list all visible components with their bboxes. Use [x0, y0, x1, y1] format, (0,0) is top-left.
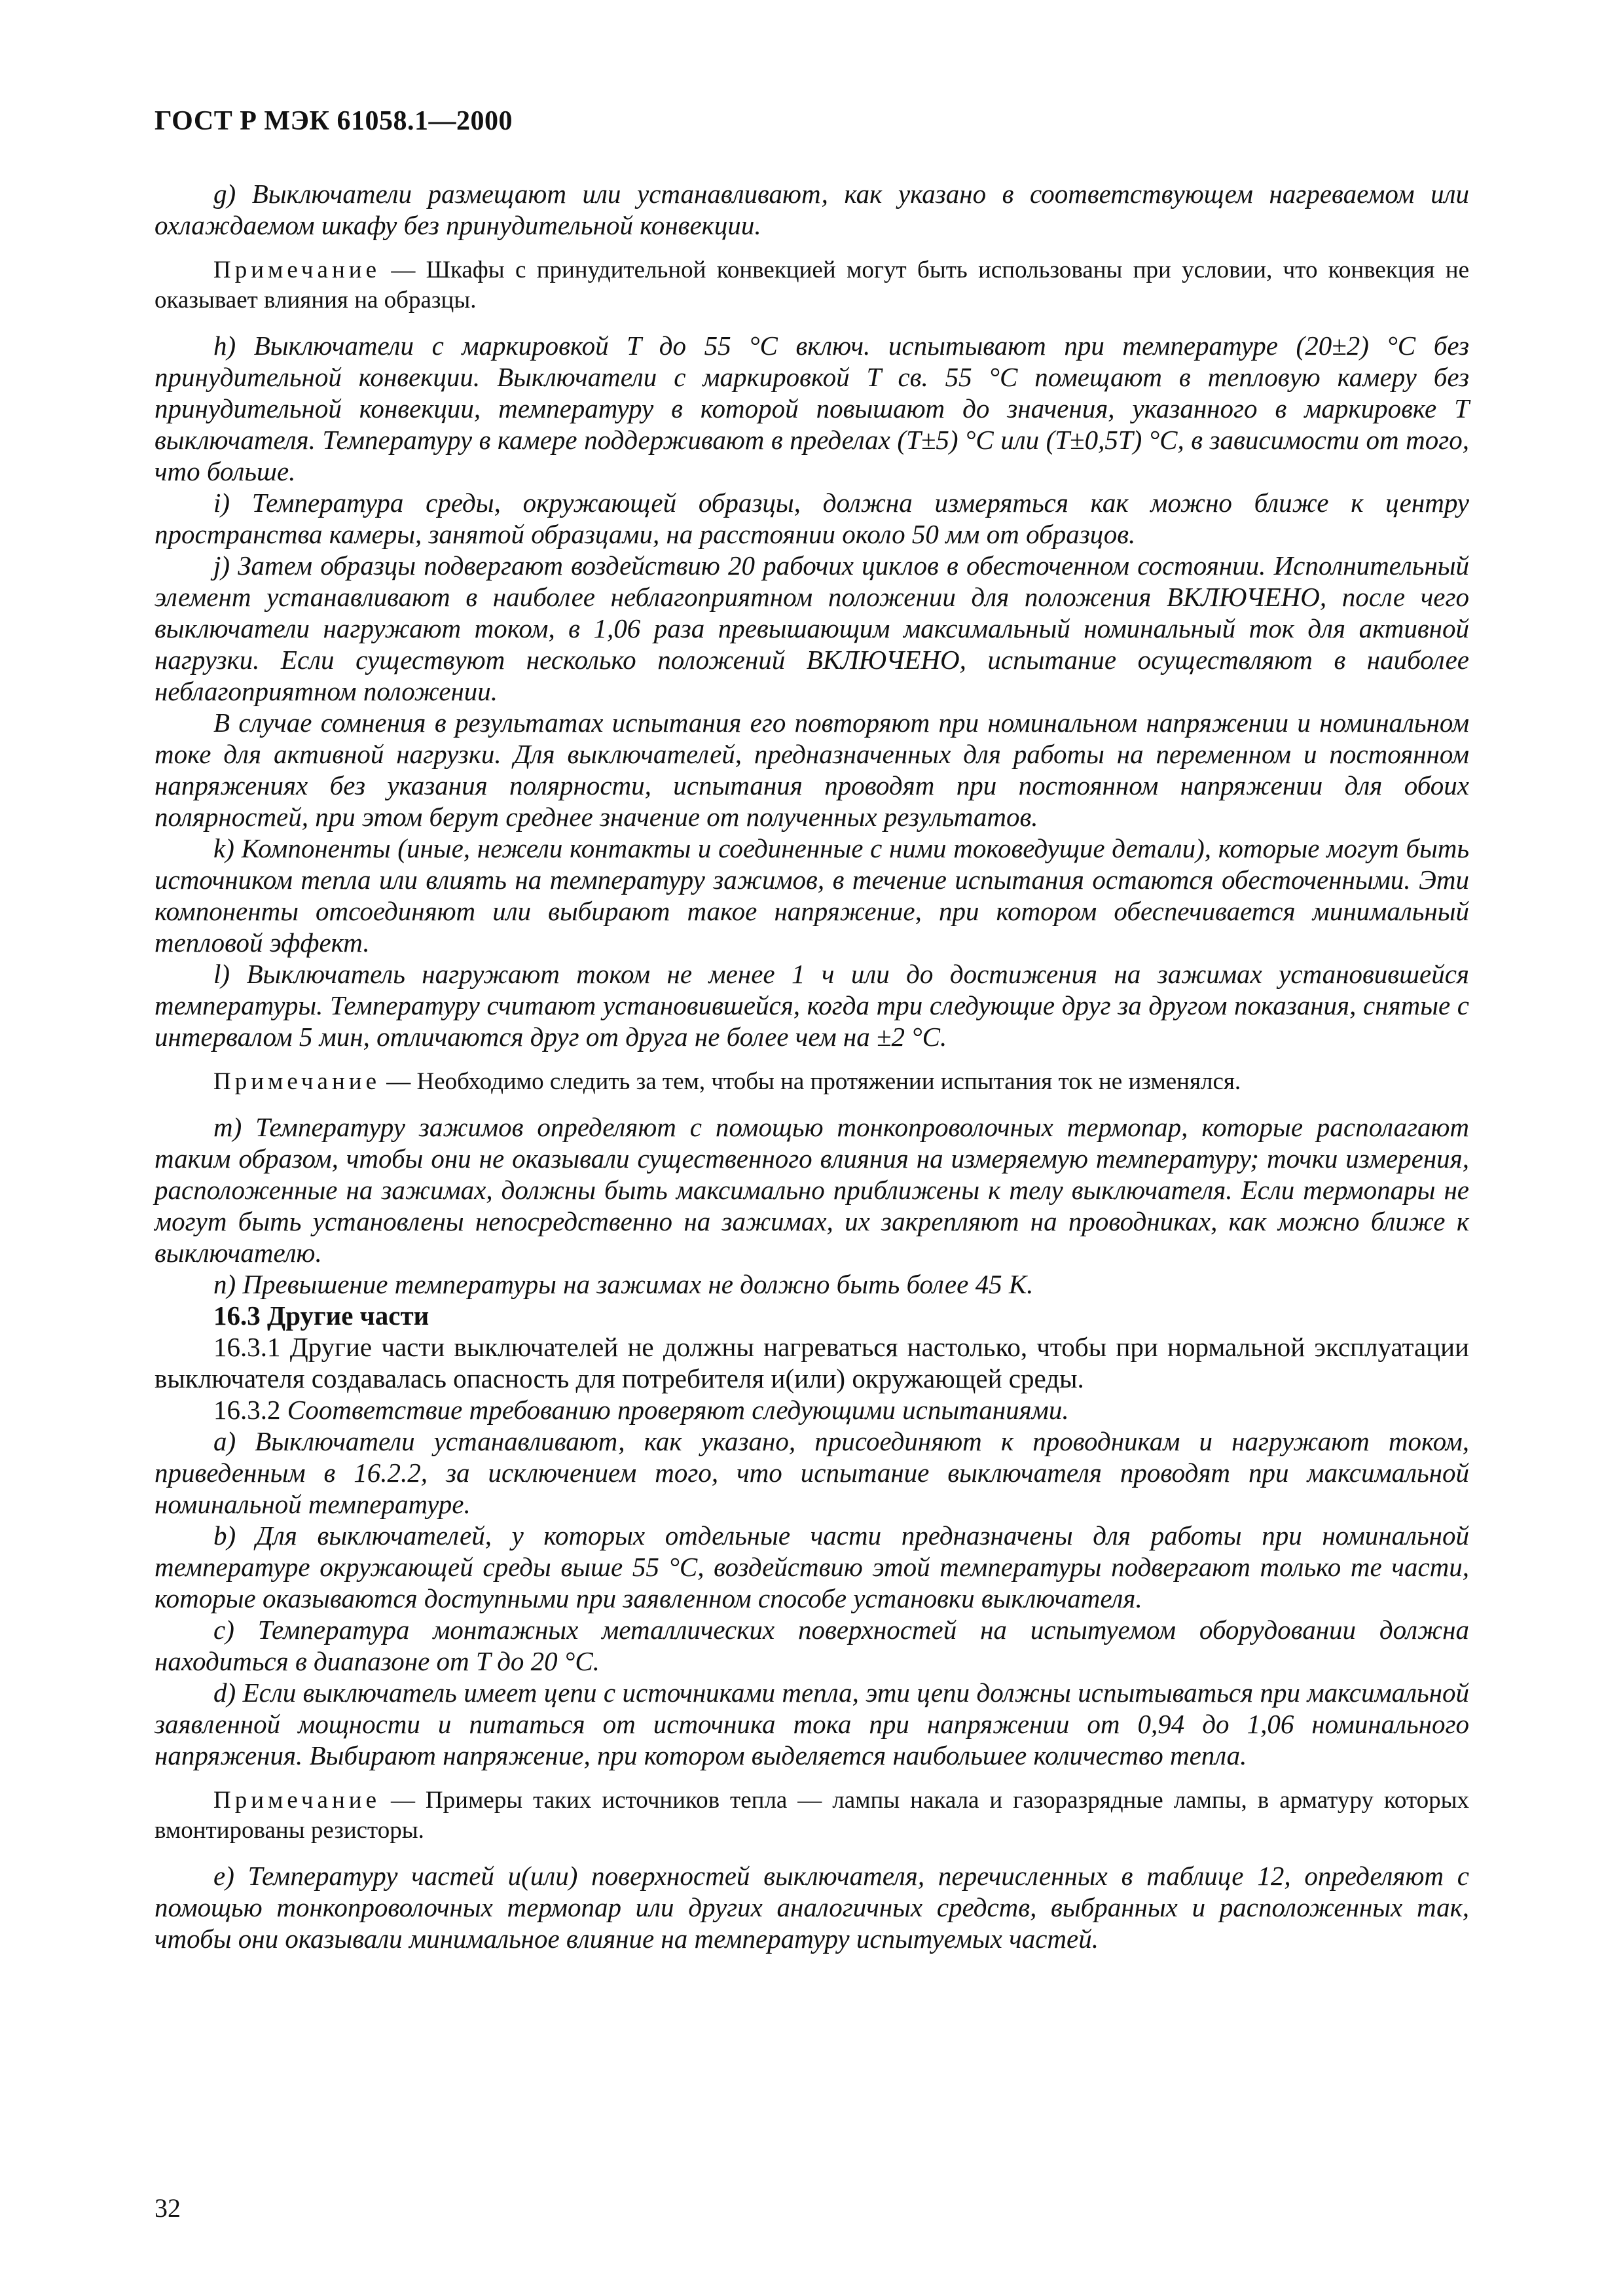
- note-text: — Необходимо следить за тем, чтобы на протяжении испытания ток не изменялся.: [380, 1068, 1241, 1095]
- paragraph-k: k) Компоненты (иные, нежели контакты и соединенные с ними токоведущие детали), которые могут быть источником тепла или влиять на температуру зажимов, в течение испытания остаются обесточенными. Эти компоненты отсоединяют или выбирают такое напряжение, при котором обеспечивается минимальный тепловой эффект.: [155, 833, 1469, 958]
- paragraph-j: j) Затем образцы подвергают воздействию 20 рабочих циклов в обесточенном состоянии. Исполнительный элемент устанавливают в наиболее неблагоприятном положении для положения ВКЛЮЧЕНО, после чего выключатели нагружают током, в 1,06 раза превышающим максимальный номинальный ток для активной нагрузки. Если существуют несколько положений ВКЛЮЧЕНО, испытание осуществляют в наиболее неблагоприятном положении.: [155, 550, 1469, 706]
- note-1: [155, 255, 1469, 315]
- note-label: Примечание: [213, 257, 380, 283]
- clause-text: Соответствие требованию проверяют следующими испытаниями.: [287, 1395, 1069, 1425]
- page-number: 32: [155, 2193, 181, 2223]
- paragraph-c: c) Температура монтажных металлических поверхностей на испытуемом оборудовании должна находиться в диапазоне от T до 20 °C.: [155, 1615, 1469, 1676]
- paragraph-a: a) Выключатели устанавливают, как указано, присоединяют к проводникам и нагружают током, приведенным в 16.2.2, за исключением того, что испытание выключателя проводят при максимальной номинальной температуре.: [155, 1426, 1469, 1519]
- note-2: [155, 1067, 1469, 1097]
- note-3: [155, 1785, 1469, 1846]
- paragraph-d: d) Если выключатель имеет цепи с источниками тепла, эти цепи должны испытываться при максимальной заявленной мощности и питаться от источника тока при напряжении от 0,94 до 1,06 номинального напряжения. Выбирают напряжение, при котором выделяется наибольшее количество тепла.: [155, 1677, 1469, 1770]
- paragraph-16-3-1: 16.3.1 Другие части выключателей не должны нагреваться настолько, чтобы при нормальной эксплуатации выключателя создавалась опасность для потребителя и(или) окружающей среды.: [155, 1332, 1469, 1393]
- paragraph-h: h) Выключатели с маркировкой T до 55 °C включ. испытывают при температуре (20±2) °C без принудительной конвекции. Выключатели с маркировкой T св. 55 °C помещают в тепловую камеру без принудительной конвекции, температуру в которой повышают до значения, указанного в маркировке T выключателя. Температуру в камере поддерживают в пределах (T±5) °C или (T±0,5T) °C, в зависимости от того, что больше.: [155, 331, 1469, 486]
- paragraph-l: l) Выключатель нагружают током не менее 1 ч или до достижения на зажимах установившейся температуры. Температуру считают установившейся, когда три следующие друг за другом показания, снятые с интервалом 5 мин, отличаются друг от друга не более чем на ±2 °C.: [155, 959, 1469, 1052]
- paragraph-b: b) Для выключателей, у которых отдельные части предназначены для работы при номинальной температуре окружающей среды выше 55 °C, воздействию этой температуры подвергают только те части, которые оказываются доступными при заявленном способе установки выключателя.: [155, 1520, 1469, 1613]
- document-header: ГОСТ Р МЭК 61058.1—2000: [155, 106, 513, 136]
- paragraph-doubt: В случае сомнения в результатах испытания его повторяют при номинальном напряжении и номинальном токе для активной нагрузки. Для выключателей, предназначенных для работы на переменном и постоянном напряжениях без указания полярности, испытания проводят при постоянном напряжении для обоих полярностей, при этом берут среднее значение от полученных результатов.: [155, 708, 1469, 832]
- section-heading-16-3: 16.3 Другие части: [213, 1300, 429, 1331]
- paragraph-e: e) Температуру частей и(или) поверхностей выключателя, перечисленных в таблице 12, определяют с помощью тонкопроволочных термопар или других аналогичных средств, выбранных и расположенных так, чтобы они оказывали минимальное влияние на температуру испытуемых частей.: [155, 1861, 1469, 1954]
- paragraph-i: i) Температура среды, окружающей образцы, должна измеряться как можно ближе к центру пространства камеры, занятой образцами, на расстоянии около 50 мм от образцов.: [155, 488, 1469, 549]
- paragraph-g: g) Выключатели размещают или устанавливают, как указано в соответствующем нагреваемом или охлаждаемом шкафу без принудительной конвекции.: [155, 179, 1469, 240]
- paragraph-m: m) Температуру зажимов определяют с помощью тонкопроволочных термопар, которые располагают таким образом, чтобы они не оказывали существенного влияния на измеряемую температуру; точки измерения, расположенные на зажимах, должны быть максимально приближены к телу выключателя. Если термопары не могут быть установлены непосредственно на зажимах, их закрепляют на проводниках, как можно ближе к выключателю.: [155, 1112, 1469, 1268]
- clause-number: 16.3.2: [213, 1395, 287, 1425]
- note-text: — Шкафы с принудительной конвекцией могут быть использованы при условии, что конвекция не оказывает влияния на образцы.: [155, 257, 1469, 314]
- note-label: Примечание: [213, 1068, 380, 1095]
- note-text: — Примеры таких источников тепла — лампы накала и газоразрядные лампы, в арматуру которых вмонтированы резисторы.: [155, 1787, 1469, 1844]
- paragraph-16-3-2: [155, 1394, 1469, 1426]
- document-page: [155, 105, 1469, 2265]
- note-label: Примечание: [213, 1787, 380, 1814]
- paragraph-n: n) Превышение температуры на зажимах не должно быть более 45 K.: [213, 1269, 1034, 1299]
